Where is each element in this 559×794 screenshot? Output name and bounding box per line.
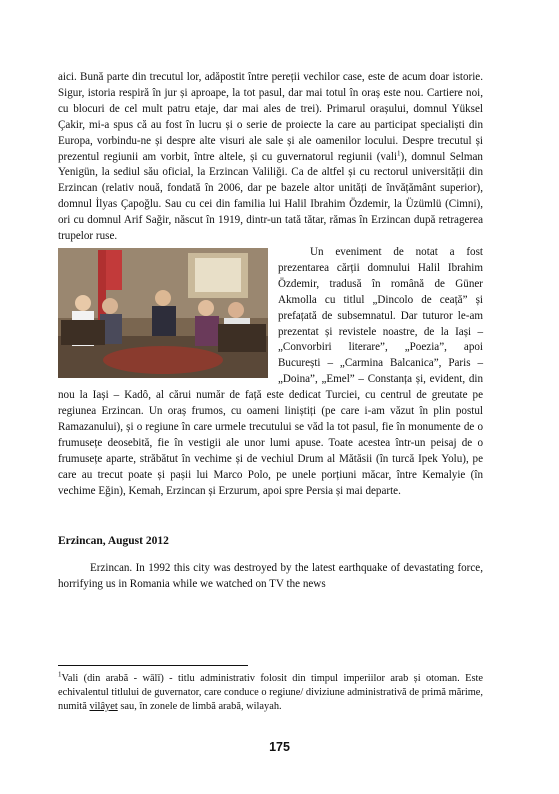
footnote-text-a: Vali (din arabă - wālī) - titlu administrativ folosit din timpul imperiilor arab și otoman. Este echivalentul titlului de guvernator, care conduce o regiune/ diviziune administrativă de primă mărime, numită [58, 673, 483, 712]
section-heading: Erzincan, August 2012 [58, 535, 169, 548]
page-number: 175 [269, 740, 290, 754]
page-content [58, 70, 483, 593]
paragraph-1 [58, 70, 483, 245]
paragraph-3: Erzincan. In 1992 this city was destroyed by the latest earthquake of devastating force, horrifying us in Romania while we watched on TV the news [58, 562, 483, 591]
paragraph-1-text-b: ), domnul Selman Yenigün, la sediul său oficial, la Erzincan Valiliği. Ca de altfel și cu rectorul universității din Erzincan (relativ nouă, fondată în 2006, dar pe bazele altor unități de învățământ superior), domnul İlyas Çapoğlu. Sau cu cei din familia lui Halil Ibrahim Özdemir, la Üzümlü (Cimni), ori cu domnul Arif Sağir, născut în 1919, dintr-un tată tătar, rămas în Erzincan după retragerea trupelor ruse. [58, 150, 483, 243]
paragraph-2: Un eveniment de notat a fost prezentarea cărții domnului Halil Ibrahim Özdemir, tradusă în română de Güner Akmolla cu titlul „Dincolo de ceață” și prefațată de subsemnatul. Dar tuturor le-am prezentat și revistele noastre, de la Iași – „Convorbiri literare”, „Poezia”, apoi București – „Carmina Balcanica”, Paris – „Doina”, „Emel” – Constanța și, evident, din nou la Iași – Kadô, al cărui număr de față este dedicat Turciei, cu centrul de greutate pe regiunea Erzincan. Un oraș frumos, cu oameni liniștiți (pe care i-am văzut în plin postul Ramazanului), și o regiune în care urmele trecutului se văd la tot pasul, fie în monumente de o frumusețe deosebită, fie în vestigii ale unor lumi apuse. Toate acestea într-un peisaj de o frumusețe aparte, străbătut în vechime și de vechiul Drum al Mătăsii (în turcă Ipek Yolu), pe care au trecut poate și pașii lui Marco Polo, pe unele porțiuni măcar, între Kemalyie (în vechime Eğin), Kemah, Erzincan și Erzurum, apoi spre Persia și mai departe. [58, 245, 483, 497]
footnote-marker: 1 [58, 670, 62, 679]
footnote [58, 672, 483, 714]
footnote-underlined-term: vilâyet [89, 701, 118, 712]
group-photo-icon [58, 248, 268, 378]
paragraph-1-text-a: aici. Bună parte din trecutul lor, adăpostit între pereții vechilor case, este de acum doar istorie. Sigur, istoria respiră în jur și aproape, la tot pasul, dar mai totul în oraș este nou. Cartiere noi, cu blocuri de cel mult patru etaje, dar mai ales de trei). Primarul orașului, domnul Yüksel Çakir, mi-a spus că au fost în lucru și o serie de proiecte la care au participat specialiști din Europa, vorbindu-ne și despre alte visuri ale sale și ale oamenilor locului. Despre trecutul și prezentul regiunii am vorbit, între altele, și cu guvernatorul regiunii (vali [58, 71, 483, 163]
footnote-text-b: sau, în zonele de limbă arabă, wilayah. [117, 701, 282, 712]
footnote-reference[interactable]: 1 [397, 148, 401, 157]
footnote-divider [58, 665, 248, 666]
